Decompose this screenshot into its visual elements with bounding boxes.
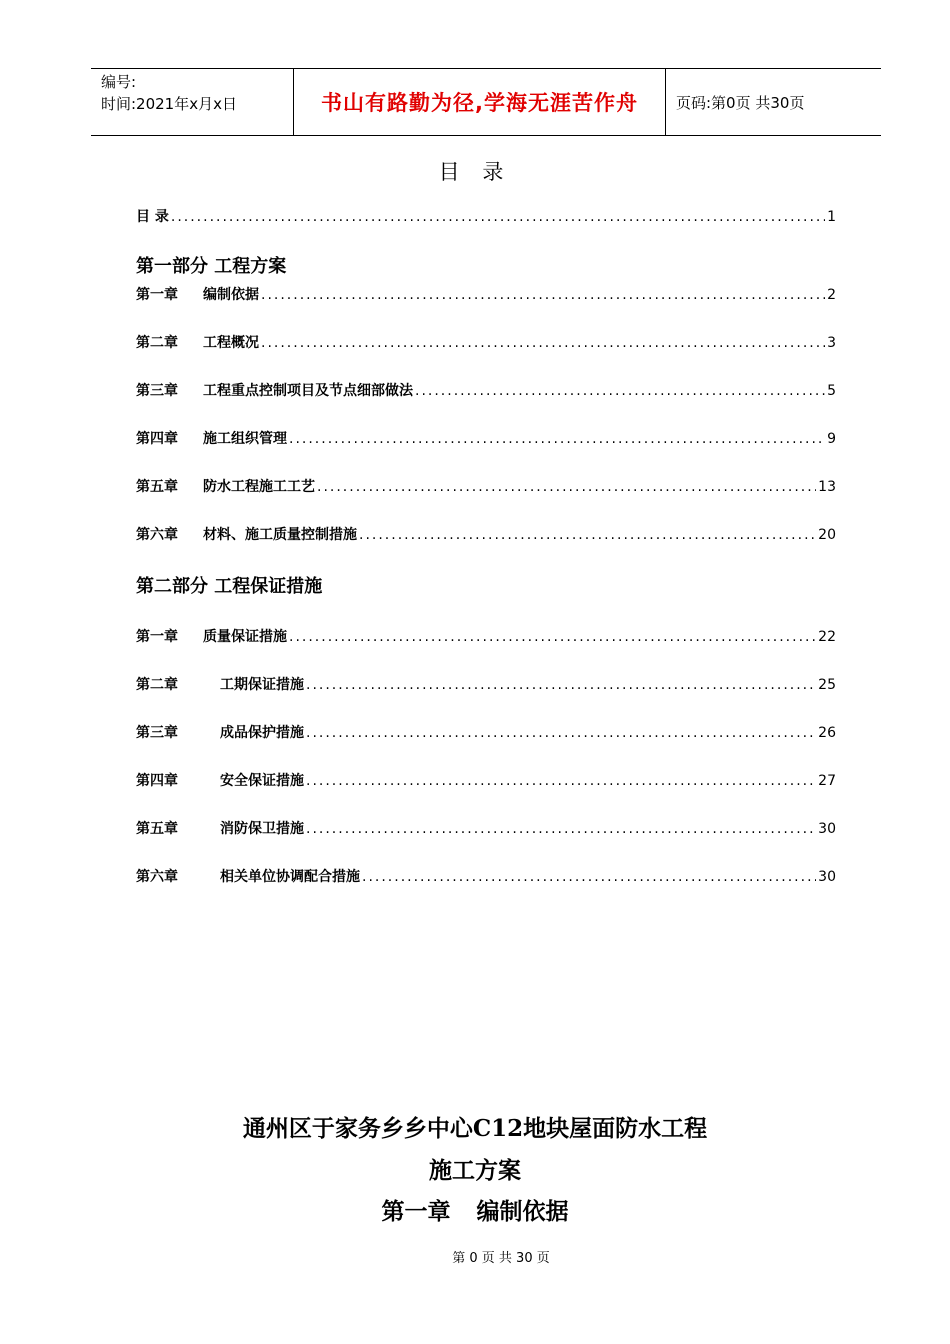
toc-leader-dots xyxy=(317,479,816,495)
toc-entry-page: 2 xyxy=(827,287,836,303)
toc-entry-chapter: 第三章 xyxy=(136,725,178,741)
toc-entry-page: 20 xyxy=(818,527,836,543)
toc-leader-dots xyxy=(306,677,816,693)
project-title: 通州区于家务乡乡中心C12地块屋面防水工程 xyxy=(242,1115,708,1142)
toc-leader-dots xyxy=(359,527,816,543)
toc-entry-page: 9 xyxy=(827,431,836,447)
toc-entry-page: 27 xyxy=(818,773,836,789)
toc-entry[interactable] xyxy=(136,722,836,742)
header-motto: 书山有路勤为径,学海无涯苦作舟 xyxy=(293,69,666,135)
serial-label: 编号: xyxy=(101,73,137,91)
toc-entry-title: 质量保证措施 xyxy=(203,629,287,645)
toc-entry-title: 安全保证措施 xyxy=(220,773,304,789)
toc-leader-dots xyxy=(306,773,816,789)
toc-entry[interactable] xyxy=(136,674,836,694)
toc-entry[interactable] xyxy=(136,524,836,544)
toc-entry-page: 5 xyxy=(827,383,836,399)
toc-entry-title: 编制依据 xyxy=(203,287,259,303)
toc-entry-page: 25 xyxy=(818,677,836,693)
toc-entry-title: 工程概况 xyxy=(203,335,259,351)
toc-entry-page: 1 xyxy=(827,209,836,225)
toc-entry[interactable] xyxy=(136,818,836,838)
toc-entry-chapter: 第五章 xyxy=(136,479,178,495)
toc-entry-title: 施工组织管理 xyxy=(203,431,287,447)
toc-entry-title: 工期保证措施 xyxy=(220,677,304,693)
document-header xyxy=(91,68,881,136)
header-page-info: 页码:第0页 共30页 xyxy=(676,93,805,112)
toc-leader-dots xyxy=(415,383,825,399)
toc-entry-page: 13 xyxy=(818,479,836,495)
toc-entry[interactable] xyxy=(136,770,836,790)
time-label: 时间:2021年x月x日 xyxy=(101,95,237,113)
toc-entry[interactable] xyxy=(136,476,836,496)
toc-leader-dots xyxy=(261,335,825,351)
part2-heading: 第二部分 工程保证措施 xyxy=(136,576,323,597)
toc-entry-title: 消防保卫措施 xyxy=(220,821,304,837)
toc-entry-title: 成品保护措施 xyxy=(220,725,304,741)
toc-entry-title: 防水工程施工工艺 xyxy=(203,479,315,495)
toc-entry-page: 22 xyxy=(818,629,836,645)
toc-entry-chapter: 第四章 xyxy=(136,773,178,789)
toc-entry-page: 30 xyxy=(818,869,836,885)
toc-entry[interactable] xyxy=(136,332,836,352)
page-footer: 第 0 页 共 30 页 xyxy=(452,1251,550,1266)
header-meta xyxy=(91,69,293,135)
toc-entry-chapter: 第一章 xyxy=(136,629,178,645)
toc-entry[interactable] xyxy=(136,626,836,646)
toc-entry-chapter: 第六章 xyxy=(136,869,178,885)
toc-leader-dots xyxy=(306,725,816,741)
toc-entry[interactable] xyxy=(136,866,836,886)
toc-leader-dots xyxy=(362,869,816,885)
toc-title: 目 录 xyxy=(438,160,512,184)
toc-entry-title: 工程重点控制项目及节点细部做法 xyxy=(203,383,413,399)
toc-entry-chapter: 第二章 xyxy=(136,335,178,351)
toc-entry-chapter: 第五章 xyxy=(136,821,178,837)
toc-entry-page: 26 xyxy=(818,725,836,741)
chapter-heading: 第一章 编制依据 xyxy=(381,1198,569,1225)
toc-entry-label: 目 录 xyxy=(136,209,169,225)
toc-entry-title: 材料、施工质量控制措施 xyxy=(203,527,357,543)
toc-entry-contents[interactable] xyxy=(136,206,836,226)
toc-leader-dots xyxy=(306,821,816,837)
toc-entry-chapter: 第四章 xyxy=(136,431,178,447)
toc-entry-chapter: 第一章 xyxy=(136,287,178,303)
toc-entry-page: 30 xyxy=(818,821,836,837)
toc-entry-chapter: 第六章 xyxy=(136,527,178,543)
toc-entry[interactable] xyxy=(136,380,836,400)
toc-entry[interactable] xyxy=(136,284,836,304)
toc-leader-dots xyxy=(261,287,825,303)
toc-leader-dots xyxy=(171,209,825,225)
part1-heading: 第一部分 工程方案 xyxy=(136,256,287,277)
toc-entry-chapter: 第二章 xyxy=(136,677,178,693)
toc-entry-page: 3 xyxy=(827,335,836,351)
toc-leader-dots xyxy=(289,431,825,447)
document-type: 施工方案 xyxy=(429,1157,521,1184)
toc-leader-dots xyxy=(289,629,816,645)
toc-entry[interactable] xyxy=(136,428,836,448)
toc-entry-chapter: 第三章 xyxy=(136,383,178,399)
toc-entry-title: 相关单位协调配合措施 xyxy=(220,869,360,885)
